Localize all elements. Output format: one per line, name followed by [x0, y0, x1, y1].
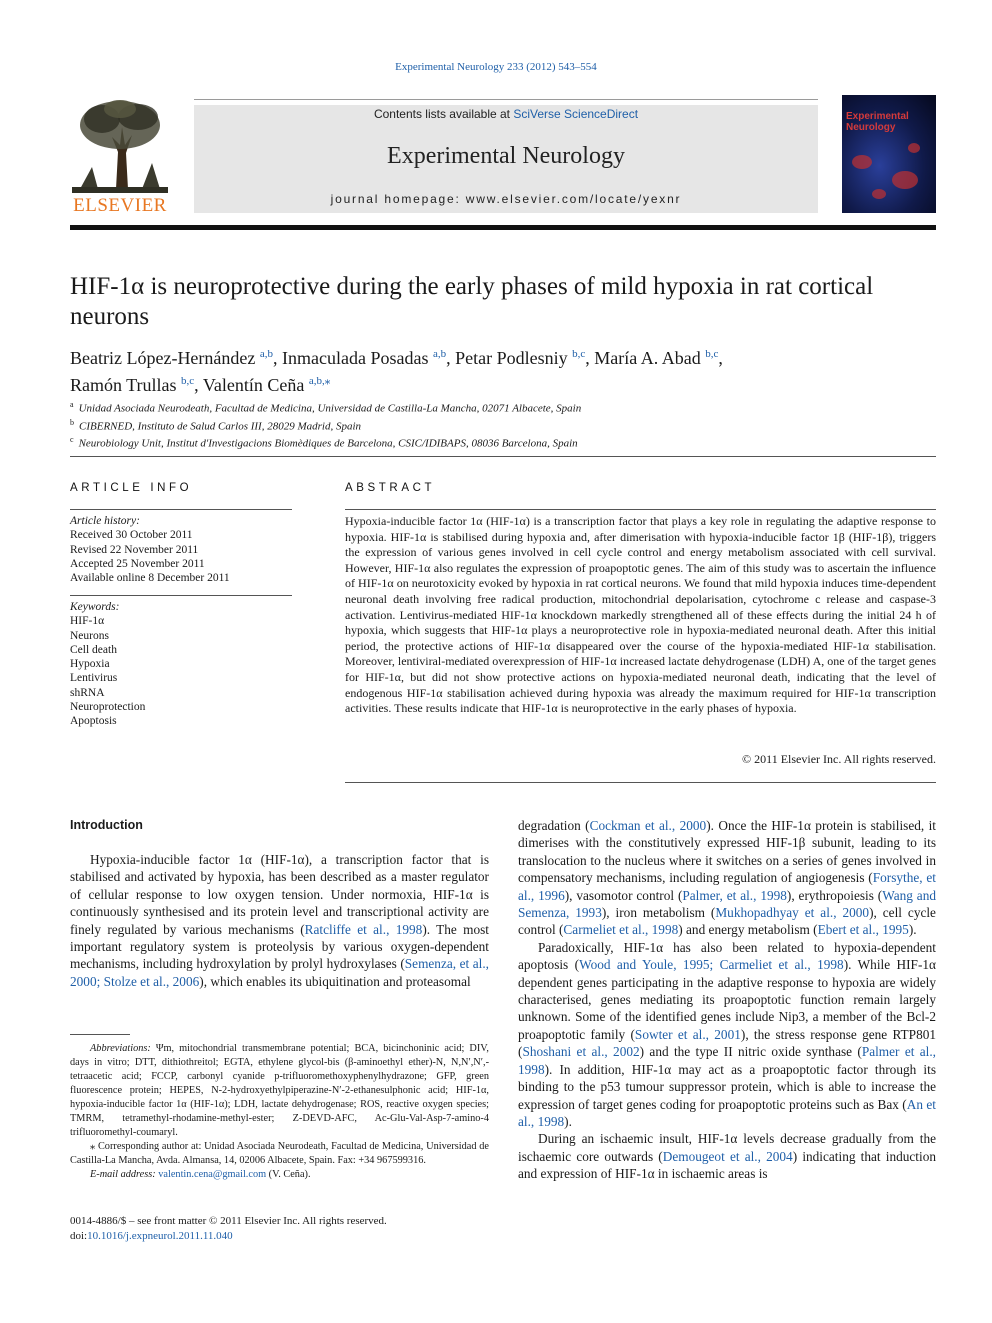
affiliation-divider: [70, 456, 936, 457]
keywords-label: Keywords:: [70, 601, 120, 613]
reference-link[interactable]: Carmeliet et al., 1998: [563, 922, 679, 938]
email-suffix: (V. Ceña).: [266, 1169, 311, 1180]
journal-homepage[interactable]: journal homepage: www.elsevier.com/locate/yexnr: [330, 192, 682, 206]
affiliation: [70, 433, 770, 451]
footnotes: [70, 1042, 489, 1182]
author-email-link[interactable]: valentin.cena@gmail.com: [158, 1169, 267, 1180]
body-paragraph: Hypoxia-inducible factor 1α (HIF-1α), a transcription factor that is stabilised and activated by hypoxia, has been described as a master regulator of cellular response to low oxygen tension. Under normoxia, HIF-1α is continuously synthesised and its protein level and transcriptional activity are finely regulated by various mechanisms (Ratcliffe et al., 1998). The most important regulatory system is proteolysis by various oxygen-dependent mechanisms, including hydroxylation by prolyl hydroxylases (Semenza, et al., 2000; Stolze et al., 2006), which enables its ubiquitination and proteasomal: [70, 852, 489, 989]
article-title: HIF-1α is neuroprotective during the early phases of mild hypoxia in rat cortical neurons: [70, 273, 874, 330]
affiliation-key: a: [70, 400, 74, 409]
history-item: Revised 22 November 2011: [70, 543, 199, 556]
history-item: Received 30 October 2011: [70, 529, 193, 542]
front-matter-line: 0014-4886/$ – see front matter © 2011 Elsevier Inc. All rights reserved.: [70, 1215, 387, 1227]
keyword: Cell death: [70, 643, 117, 656]
masthead: [70, 95, 936, 215]
affiliation-key: b: [70, 417, 74, 427]
footnote-rule: [70, 1034, 130, 1035]
body-paragraph: During an ischaemic insult, HIF-1α levels decrease gradually from the ischaemic core outwards (Demougeot et al., 2004) indicating that induction and expression of HIF-1α in ischaemic areas is: [518, 1131, 936, 1182]
body-paragraph: degradation (Cockman et al., 2000). Once the HIF-1α protein is stabilised, it dimerises with the constitutively expressed HIF-1β subunit, leading to its translocation to the nucleus where it switches on a series of genes involved in compensatory mechanisms, including regulation of angiogenesis (Forsythe, et al., 1996), vasomotor control (Palmer, et al., 1998), erythropoiesis (Wang and Semenza, 1993), iron metabolism (Mukhopadhyay et al., 2000), cell cycle control (Carmeliet et al., 1998) and energy metabolism (Ebert et al., 1995).: [518, 818, 936, 938]
cover-title: Experimental Neurology: [846, 111, 909, 133]
author-affiliation-marker[interactable]: b,c: [705, 348, 719, 360]
reference-link[interactable]: Palmer, et al., 1998: [682, 887, 787, 903]
history-item: Accepted 25 November 2011: [70, 557, 205, 570]
reference-link[interactable]: Cockman et al., 2000: [589, 818, 707, 833]
affiliation: [70, 416, 770, 434]
journal-banner: [194, 105, 818, 213]
author-name: Ramón Trullas: [70, 375, 177, 395]
abstract-rule: [345, 509, 936, 510]
contents-prefix: Contents lists available at: [373, 107, 514, 121]
body-column-right: [518, 817, 936, 1183]
author-name: Valentín Ceña: [202, 375, 305, 395]
reference-link[interactable]: Palmer et al., 1998: [518, 1044, 936, 1077]
history-item: Available online 8 December 2011: [70, 572, 230, 585]
abbreviations-label: Abbreviations:: [90, 1043, 151, 1054]
reference-link[interactable]: Ebert et al., 1995: [817, 922, 909, 938]
abstract-text: Hypoxia-inducible factor 1α (HIF-1α) is a transcription factor that plays a key role in regulating the adaptive response to hypoxia. HIF-1α is stabilised during hypoxia and, after dimerisation with hypoxia-inducible factor 1β (HIF-1β), triggers the expression of various genes involved in cell cycle control and energy metabolism associated with cell survival. However, HIF-1α also regulates the expression of proapoptotic genes. The aim of this study was to ascertain the influence of HIF-1α on neurotoxicity evoked by hypoxia in rat cortical neurons. We found that mild hypoxia induces time-dependent neuronal death involving free radical production, mitochondrial depolarisation, cytochrome c release and caspase-3 activation. Lentivirus-mediated HIF-1α knockdown markedly strengthened all of these effects during the initial 24 h of hypoxia, which suggests that HIF-1α plays a neuroprotective role in hypoxia-mediated neuronal death. After this initial period, the protective actions of HIF-1α disappeared over the course of the hypoxia-mediated HIF-1α stabilisation. Moreover, lentiviral-mediated overexpression of HIF-1α increased lactate dehydrogenase (LDH) A, one of the target genes for HIF-1α, but did not show protective actions on hypoxia-mediated neuronal death, indicating that the level of endogenous HIF-1α stabilisation achieved during hypoxia was already the maximum required for HIF-1α transcription activities. These results indicate that HIF-1α is neuroprotective in the early phases of hypoxia.: [345, 514, 936, 716]
keyword: Lentivirus: [70, 672, 118, 685]
history-label: Article history:: [70, 515, 140, 527]
email-label: E-mail address:: [90, 1169, 156, 1180]
elsevier-logo[interactable]: [70, 95, 170, 215]
reference-link[interactable]: Sowter et al., 2001: [634, 1026, 741, 1042]
affiliation-text: CIBERNED, Instituto de Salud Carlos III, 28029 Madrid, Spain: [79, 420, 362, 433]
banner-divider: [194, 99, 818, 100]
journal-citation[interactable]: Experimental Neurology 233 (2012) 543–554: [395, 61, 597, 73]
abstract-copyright: © 2011 Elsevier Inc. All rights reserved.: [742, 752, 936, 766]
header-rule: [70, 225, 936, 230]
article-info-rule: [70, 509, 292, 510]
affiliation-text: Neurobiology Unit, Institut d'Investigacions Biomèdiques de Barcelona, CSIC/IDIBAPS, 08036 Barcelona, Spain: [78, 437, 578, 450]
author-name: Inmaculada Posadas: [282, 348, 429, 368]
body-column-left: [70, 851, 489, 990]
corresponding-author-note: ⁎ Corresponding author at: Unidad Asociada Neurodeath, Facultad de Medicina, Universidad de Castilla-La Mancha, Avda. Almansa, 14, 02006 Albacete, Spain. Fax: +34 967599316.: [70, 1141, 489, 1166]
keywords: [70, 600, 292, 729]
author-name: Petar Podlesniy: [455, 348, 568, 368]
reference-link[interactable]: Wang and Semenza, 1993: [518, 887, 936, 921]
author-name: María A. Abad: [594, 348, 701, 368]
reference-link[interactable]: Forsythe, et al., 1996: [518, 870, 936, 903]
abstract-bottom-rule: [345, 782, 936, 783]
reference-link[interactable]: Wood and Youle, 1995; Carmeliet et al., 1998: [579, 957, 844, 973]
keyword: Hypoxia: [70, 658, 110, 671]
affiliation: [70, 398, 770, 416]
sciencedirect-link[interactable]: SciVerse ScienceDirect: [513, 107, 639, 121]
author-affiliation-marker[interactable]: b,c: [572, 348, 586, 360]
author-affiliation-marker[interactable]: a,b: [432, 348, 447, 360]
article-history: [70, 514, 292, 585]
reference-link[interactable]: Semenza, et al., 2000; Stolze et al., 2006: [70, 956, 489, 989]
author-affiliation-marker[interactable]: b,c: [181, 375, 195, 387]
author-affiliation-marker[interactable]: a,b,⁎: [308, 375, 331, 387]
author-affiliation-marker[interactable]: a,b: [259, 348, 274, 360]
reference-link[interactable]: Shoshani et al., 2002: [522, 1044, 640, 1060]
author-list: Beatriz López-Hernández $^{a,b}$, Inmaculada Posadas $^{a,b}$, Petar Podlesniy $^{b,c}$, María A. Abad $^{b,c}$, Ramón Trullas $^{b,c}$, Valentín Ceña $^{a,b,⁎}$: [70, 348, 723, 395]
introduction-heading: Introduction: [70, 818, 143, 832]
author-name: Beatriz López-Hernández: [70, 348, 256, 368]
reference-link[interactable]: An et al., 1998: [518, 1096, 937, 1129]
article-info-heading: ARTICLE INFO: [70, 482, 193, 494]
affiliation-key: c: [70, 435, 74, 445]
keywords-rule: [70, 595, 292, 596]
issn-block: [70, 1214, 387, 1244]
reference-link[interactable]: Mukhopadhyay et al., 2000: [715, 905, 870, 921]
affiliation-list: [70, 398, 770, 451]
reference-link[interactable]: Demougeot et al., 2004: [662, 1148, 793, 1164]
journal-cover-image[interactable]: [842, 95, 936, 213]
keyword: Neuroprotection: [70, 701, 146, 714]
journal-title: Experimental Neurology: [387, 143, 625, 169]
contents-line: [194, 107, 818, 121]
affiliation-text: Unidad Asociada Neurodeath, Facultad de Medicina, Universidad de Castilla-La Mancha, 02071 Albacete, Spain: [78, 402, 582, 415]
doi-link[interactable]: 10.1016/j.expneurol.2011.11.040: [87, 1230, 233, 1242]
keyword: shRNA: [70, 686, 105, 699]
keyword: Neurons: [70, 629, 109, 642]
elsevier-tree-icon: [72, 97, 168, 193]
abbreviations-text: Ψm, mitochondrial transmembrane potential; BCA, bicinchoninic acid; DIV, days in vitro; DTT, dithiothreitol; EGTA, ethylene glycol-bis (β-aminoethyl ether)-N, N,N′,N′,-tetraacetic acid; FCCP, carbonyl cyanide p-trifluoromethoxyphenylhydrazone; GFP, green fluorescence protein; HEPES, N-2-hydroxyethylpiperazine-N′-2-ethanesulphonic acid; HIF-1α, hypoxia-inducible factor 1α (HIF-1α); LDH, lactate dehydrogenase; ROS, reactive oxygen species; TMRM, tetramethyl-rhodamine-methyl-ester; Z-DEVD-AFC, Ac-Glu-Val-Asp-7-amino-4 trifluoromethyl-coumaryl.: [70, 1043, 489, 1138]
keyword: Apoptosis: [70, 715, 117, 728]
publisher-wordmark: ELSEVIER: [73, 195, 167, 216]
body-paragraph: Paradoxically, HIF-1α has also been related to hypoxia-dependent apoptosis (Wood and Youle, 1995; Carmeliet et al., 1998). While HIF-1α dependent genes participating in the adaptive response to hypoxia are widely characterised, genes mediating its proapoptotic function remain largely unknown. Some of the identified genes include Nip3, a member of the Bcl-2 proapoptotic family (Sowter et al., 2001), the stress response gene RTP801 (Shoshani et al., 2002) and the type II nitric oxide synthase (Palmer et al., 1998). In addition, HIF-1α may act as a proapoptotic factor through its binding to the p53 tumour suppressor protein, which is able to increase the expression of target genes coding for proapoptotic proteins such as Bax (An et al., 1998).: [518, 939, 937, 1129]
doi-label: doi:: [70, 1230, 88, 1242]
reference-link[interactable]: Ratcliffe et al., 1998: [304, 921, 423, 937]
keyword: HIF-1α: [70, 615, 105, 628]
abstract-heading: ABSTRACT: [345, 482, 436, 494]
